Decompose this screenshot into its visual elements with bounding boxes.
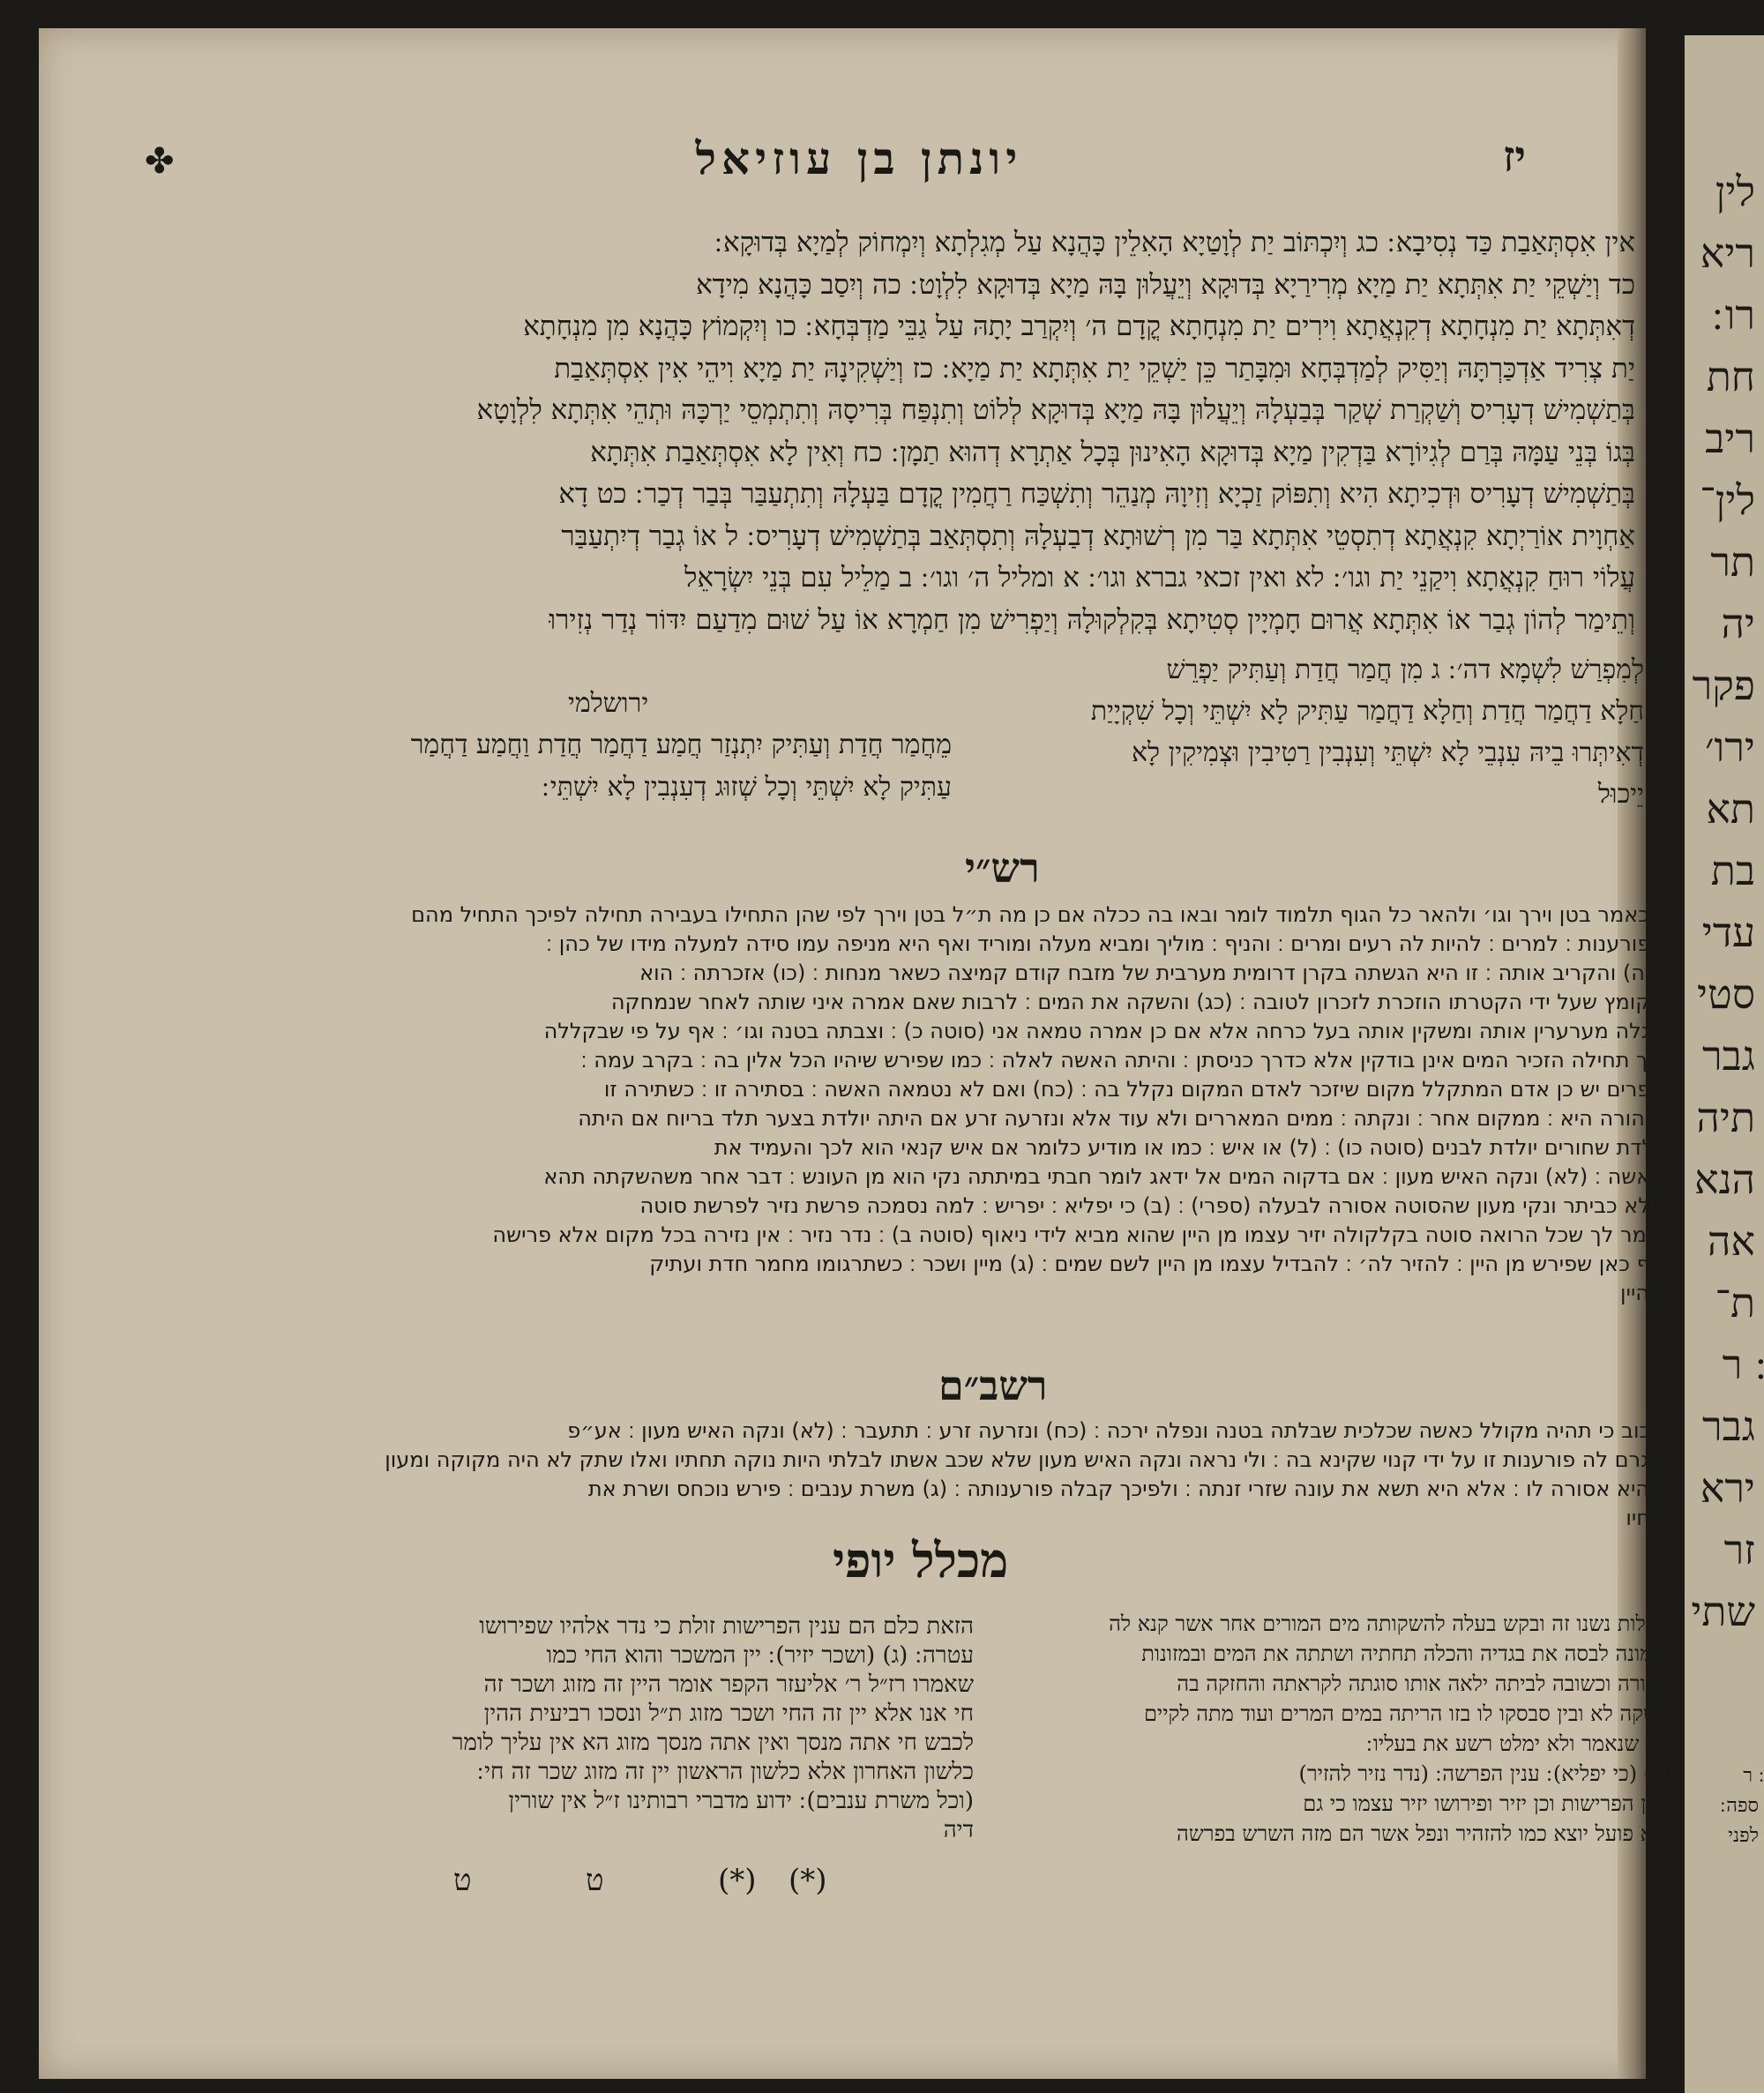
facing-page-line: אה: [1707, 1217, 1755, 1265]
rashi-line: אף כאן שפירש מן היין ׃ להזיר לה׳ ׃ להבדיל עצמו מן היין לשם שמים ׃ (ג) מיין ושכר ׃ כשתרגומו מחמר חדת ועתיק: [649, 1252, 1664, 1276]
facing-page-line: רו ׃: [1712, 291, 1755, 339]
facing-page-edge: [1685, 35, 1764, 2093]
targum-right-line: חַלָא דַחֲמַר חֲדַת וְחַלָא דַחֲמַר עַתִּיק לָא יִשְׁתֵּי וְכָל שִׁקְיָיַת: [1090, 696, 1644, 727]
facing-page-line: ת־: [1715, 1279, 1755, 1327]
targum-line: אַחְוָית אוֹרַיְתָא קִנְאֲתָא דְתִסְטֵי אִתְּתָא בַּר מִן רְשׁוּתָא דְבַעְלָהּ וְתִסְתְּאַב בְּתַשְׁמִישׁ דְעָרִיס ׃ ל אוֹ גְבַר דְיִתְעַבַּר: [561, 520, 1635, 552]
facing-page-line: חת: [1706, 353, 1755, 400]
mikhlal-right-line: (ב) (כי יפליא) ׃ ענין הפרשה ׃ (נדר נזיר להזיר): [1298, 1761, 1671, 1786]
facing-page-line: גבר: [1702, 1032, 1755, 1080]
mikhlal-left-line: כלשון האחרון אלא כלשון הראשון יין זה מזוג שכר זה חי ׃: [476, 1759, 974, 1785]
facing-page-line: לין: [1715, 168, 1755, 215]
facing-page-line: זר: [1723, 1526, 1755, 1573]
facing-page-line: יה: [1721, 600, 1755, 647]
targum-line: בְּתַשְׁמִישׁ דְעָרִיס וּדְכִיתָא הִיא וְתִפּוֹק זַכְיָא וְזִיוָהּ מְנַהֵר וְתִשְׁכַּח רַחֲמִין קֳדָם בַּעְלָהּ וְתִתְעַבַּר בְּבַר דְכַר ׃ כט דָא: [558, 478, 1635, 510]
page-title: יונתן בן עוזיאל: [695, 132, 1023, 184]
mikhlal-right-line: מה שנאמר ולא ימלט רשע את בעליו ׃: [1366, 1731, 1671, 1756]
facing-page-line: סטי: [1696, 970, 1755, 1018]
mikhlal-left-line: הזאת כלם הם ענין הפרישות זולת כי נדר אלהיו שפירושו: [479, 1613, 974, 1640]
targum-line: כד וְיַשְׁקֵי יַת אִתְּתָא יַת מַיָא מְרִירַיָא בְּדוּקָא וְיֵעֲלוּן בָּהּ מַיָא בְּדוּקָא לִלְוָט ׃ כה וְיִסַב כָּהֲנָא מִידָא: [696, 268, 1635, 301]
mikhlal-left-line: עטרה ׃ (ג) (ושכר יזיר) ׃ יין המשכר והוא החי כמו: [546, 1642, 974, 1669]
signature-mark: (*): [789, 1863, 827, 1898]
mikhlal-right-line: ונשקה לא ובין סבסקו לו בזו הריתה במים המרים ועוד מתה לקיים: [1143, 1701, 1671, 1726]
facing-page-line: ירו׳: [1704, 723, 1755, 771]
targum-right-line: דְאִיתְּרוּ בֵיהּ עִנְבֵי לָא יִשְׁתֵּי וְעִנְבִין רַטִיבִין וּצְמִיקִין לָא: [1132, 737, 1644, 768]
rashi-line: הפורענות ׃ למרים ׃ להיות לה רעים ומרים ׃ והניף ׃ מוליך ומביא מעלה ומוריד ואף היא מניפה עמו סידה למעלה מידו של כהן ׃: [546, 931, 1664, 956]
facing-page-line: בת: [1710, 847, 1755, 894]
facing-page-footnote: ספה ׃: [1720, 1795, 1759, 1817]
mikhlal-left-line: (וכל משרת ענבים) ׃ ידוע מדברי רבותינו ז״ל אין שורין: [508, 1788, 974, 1814]
targum-right-line: יֵיכוּל: [1597, 779, 1644, 810]
rashi-line: יולדת שחורים יולדת לבנים (סוטה כו) ׃ (ל) או איש ׃ כמו או מודיע כלומר אם איש קנאי הוא לכך והעמיד את: [714, 1135, 1664, 1160]
mikhlal-right-line: הוא פועל יוצא כמו להזהיר ונפל אשר הם מזה השרש בפרשה: [1176, 1821, 1671, 1846]
mikhlal-right-line: טהורה וכשובה לביתה ילאה אותו סוגתה לקראתה והחזקה בה: [1177, 1671, 1671, 1696]
mikhlal-right-line: ענין הפרישות וכן יזיר ופירושו יזיר עצמו כי גם: [1303, 1791, 1671, 1816]
signature-mark: ט: [586, 1863, 604, 1898]
facing-page-line: ריב: [1705, 415, 1755, 462]
mikhlal-right-line: ואמונה לבסה את בגדיה והכלה תחתיה ושתתה את המים ובמזונות: [1141, 1641, 1671, 1666]
facing-page-line: תר: [1710, 538, 1755, 586]
facing-page-line: שתי: [1691, 1588, 1755, 1635]
rashbam-line: שגרם לה פורענות זו על ידי קנוי שקינא בה ׃ ולי נראה ונקה האיש מעון שלא שכב אשתו לבלתי היות נוקה תחתיו ואלו שתק לא היה מקוקה ומעון: [385, 1447, 1664, 1472]
rashi-line: האשה ׃ (לא) ונקה האיש מעון ׃ אם בדקוה המים אל ידאג לומר חבתי במיתתה נקי הוא מן העונש ׃ דבר אחר משהשקתה תהא: [543, 1164, 1664, 1189]
yerushalmi-line: מֵחֲמַר חֲדַת וְעַתִּיק יִתְנְזַר חֲמַע דַחֲמַר חֲדַת וַחֲמַע דַחֲמַר: [410, 729, 952, 760]
mikhlal-left-line: דיה: [943, 1817, 974, 1843]
facing-page-line: לין־: [1700, 476, 1755, 524]
rashi-line: הקומץ שעל ידי הקטרתו הוזכרת לזכרון לטובה ׃ (כג) והשקה את המים ׃ לרבות שאם אמרה איני שותה לאחר שנמחקה: [610, 990, 1664, 1014]
targum-line: וְתֵימַר לְהוֹן גְבַר אוֹ אִתְּתָא אֲרוּם חָמְיָין סְטִיתָא בְּקִלְקוּלָהּ וְיַפְרִישׁ מִן חַמְרָא אוֹ עַל שׁוּם מִדַעַם יִדּוֹר נְדַר נְזִירוּ: [549, 603, 1635, 636]
mikhlal-heading: מכלל יופי: [833, 1532, 1009, 1588]
rashi-line: (כה) והקריב אותה ׃ זו היא הגשתה בקרן דרומית מערבית של מזבח קודם קמיצה כשאר מנחות ׃ (כו) אזכרתה ׃ הוא: [639, 961, 1664, 985]
rashi-line: אלא כביתר ונקי מעון שהסוטה אסורה לבעלה (ספרי) ׃ (ב) כי יפליא ׃ יפריש ׃ למה נסמכה פרשת נזיר לפרשת סוטה: [639, 1193, 1664, 1218]
facing-page-line: עדי: [1701, 908, 1755, 956]
facing-page-line: ריא: [1700, 229, 1755, 277]
rashbam-line: תכוב כי תהיה מקולל כאשה שכלכית שבלתה בטנה ונפלה ירכה ׃ (כח) ונזרעה זרע ׃ תתעבר ׃ (לא) ונקה האיש מעון ׃ אע״פ: [567, 1418, 1664, 1443]
facing-page-footnote: ׃ ר: [1743, 1765, 1759, 1787]
rashi-line: הפרים יש כן אדם המתקלל מקום שיזכר לאדם המקום נקלל בה ׃ (כח) ואם לא נטמאה האשה ׃ בסתירה זו ׃ כשתירה זו: [603, 1077, 1664, 1102]
rashi-line: לומר לך שכל הרואה סוטה בקלקולה יזיר עצמו מן היין שהוא מביא לידי ניאוף (סוטה ב) ׃ נדר נזיר ׃ אין נזירה בכל מקום אלא פרישה: [492, 1222, 1664, 1247]
rashi-line: מגלה מערערין אותה ומשקין אותה בעל כרחה אלא אם כן אמרה טמאה אני (סוטה כ) ׃ וצבתה בטנה וגו׳ ׃ אף על פי שבקללה: [543, 1019, 1664, 1043]
rashbam-line: שהיא אסורה לו ׃ אלא היא תשא את עונה שזרי זנתה ׃ ולפיכך קבלה פורענותה ׃ (ג) משרת ענבים ׃ פירש נוכחס ושרת את: [587, 1476, 1664, 1501]
facing-page-line: תא: [1706, 785, 1755, 833]
rashi-line: וטהורה היא ׃ ממקום אחר ׃ ונקתה ׃ ממים המאררים ולא עוד אלא ונזרעה זרע אם היתה יולדת בצער תלד בריוח אם היתה: [578, 1106, 1664, 1131]
book-page: [39, 28, 1671, 2079]
facing-page-footnote: לפני: [1728, 1825, 1759, 1847]
rashi-line: שכאמר בטן וירך וגו׳ ולהאר כל הגוף תלמוד לומר ובאו בה ככלה אם כן מה ת״ל בטן וירך לפי שהן התחילו בעבירה תחילה לפיכך התחיל מהם: [411, 902, 1664, 927]
targum-line: אין אִסְתְּאַבַת כַּד נְסִיבָא ׃ כג וְיִכְתּוֹב יַת לְוָטַיָא הָאִלֵין כָּהֲנָא עַל מְגִלְתָא וְיִמְחוֹק לְמַיָא בְּדוּקָא ׃: [714, 227, 1635, 258]
facing-page-line: תיה: [1696, 1094, 1755, 1141]
page-number: יז: [1503, 132, 1526, 182]
running-header: [145, 132, 1538, 194]
yerushalmi-line: עַתִּיק לָא יִשְׁתֵּי וְכָל שְׁזוּג דְעִנְבִין לָא יִשְׁתֵּי ׃: [542, 772, 952, 803]
targum-line: בְּגוֹ בְּנֵי עַמָּהּ בְּרַם לְגִיוֹרָא בַּדְקִין מַיָא בְּדוּקָא הָאִינוּן בְּכָל אַתְרָא דְהוּא תַמָן ׃ כח וְאִין לָא אִסְתְּאַבַת אִתְּתָא: [590, 436, 1635, 468]
rashi-line: שהיין: [1620, 1281, 1664, 1305]
mikhlal-right-line: האלות נשנו זה ובקש בעלה להשקותה מים המורים אחר אשר קנא לה: [1109, 1611, 1671, 1636]
signature-mark: (*): [718, 1863, 757, 1898]
facing-page-line: הנא: [1693, 1155, 1755, 1203]
mikhlal-left-line: לכבש חי אתה מנסך ואין אתה מנסך מזוג הא אין עליך לומר: [452, 1730, 974, 1756]
targum-line: בְּתַשְׁמִישׁ דְעָרִיס וְשַׁקְרַת שְׁקַר בְּבַעְלָהּ וְיֵעֲלוּן בָּהּ מַיָא בְּדוּקָא לְלוֹט וְתִנְפַּח בְּרִיסָהּ וְתִתְמְסֵי יַרְכָּהּ וּתְהֵי אִתְּתָא לִלְוָטָא: [476, 394, 1635, 426]
targum-line: עֲלוֹי רוּחַ קִנְאֲתָא וִיקַנֵי יַת וגו׳ ׃ לא ואין זכאי גברא וגו׳ ׃ א ומליל ה׳ וגו׳ ׃ ב מַלֵיל עִם בְּנֵי יִשְׂרָאֵל: [684, 562, 1635, 594]
facing-page-line: גבר: [1702, 1402, 1755, 1450]
targum-right-line: לְמִפְרַשׁ לִשְׁמָא דה׳ ׃ ג מִן חֲמַר חֲדַת וְעַתִּיק יַפְרֵשׁ: [1166, 654, 1644, 685]
rashi-line: ירך תחילה הזכיר המים אינן בודקין אלא כדרך כניסתן ׃ והיתה האשה לאלה ׃ כמו שפירש שיהיו הכל אלין בה ׃ בקרב עמה ׃: [580, 1048, 1664, 1073]
rashbam-line: אחיו: [1626, 1506, 1664, 1530]
facing-page-line: ירא: [1700, 1464, 1755, 1512]
targum-line: יַת צְרִיד אַדְכַּרְתָּהּ וְיַסִּיק לְמַדְבְּחָא וּמִבָּתַר כֵּן יַשְׁקֵי יַת אִתְּתָא יַת מַיָא ׃ כז וְיַשְׁקִינָהּ יַת מַיָא וִיהֵי אִין אִסְתְּאַבַת: [554, 352, 1635, 385]
mikhlal-left-line: שאמרו רז״ל ר׳ אליעזר הקפר אומר היין זה מזוג ושכר זה: [483, 1671, 974, 1698]
targum-line: דְאִתְּתָא יַת מִנְחָתָא דְקִנְאֲתָא וִירִים יַת מִנְחָתָא קֳדָם ה׳ וְיִקְרַב יָתָהּ עַל גַבֵּי מַדְבְּחָא ׃ כו וְיִקְמוֹץ כָּהֲנָא מִן מִנְחָתָא: [523, 310, 1635, 342]
yerushalmi-heading: ירושלמי: [568, 688, 649, 719]
facing-page-line: פקר: [1692, 662, 1755, 709]
signature-mark: ט: [453, 1863, 472, 1898]
facing-page-line: ׃ ר: [1722, 1341, 1755, 1388]
rashi-heading: רש״י: [965, 844, 1040, 892]
rashbam-heading: רשב״ם: [938, 1362, 1048, 1409]
ornament-mark: ✤: [145, 141, 175, 182]
mikhlal-left-line: חי אנו אלא יין זה החי ושכר מזוג ת״ל ונסכו רביעית ההין: [483, 1701, 974, 1727]
